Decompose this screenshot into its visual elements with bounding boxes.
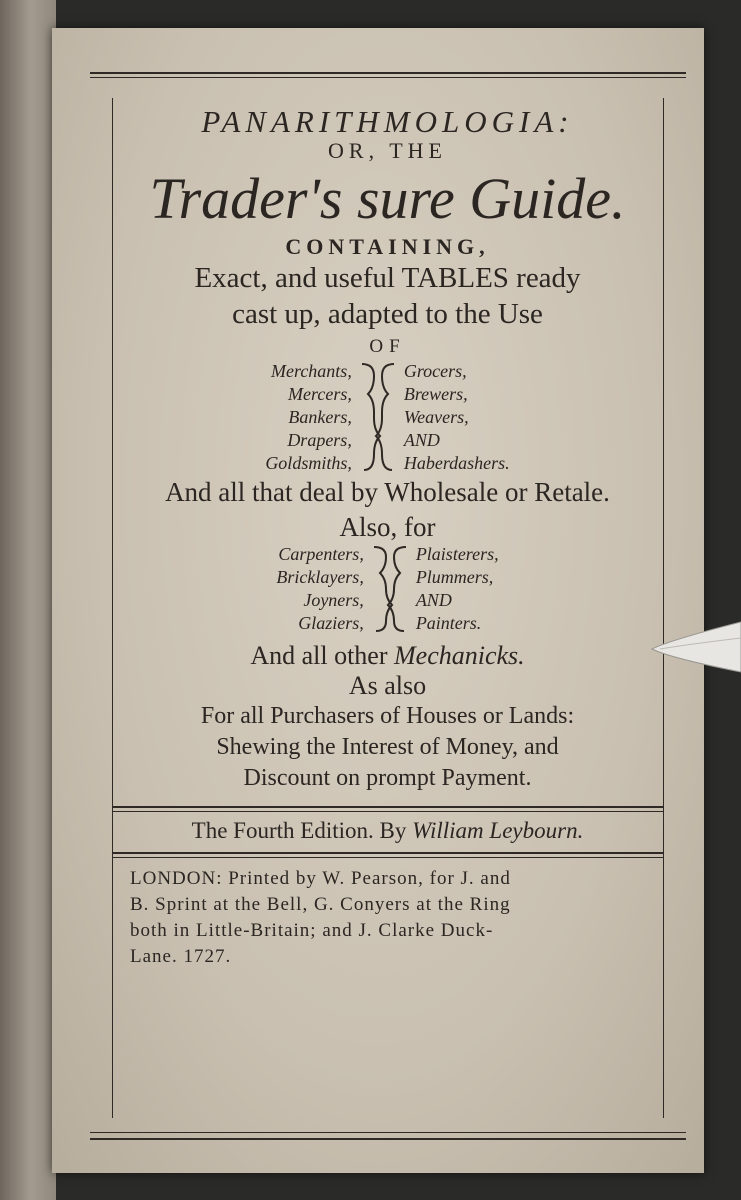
trades-left-column [265, 360, 358, 475]
containing-heading: CONTAINING, [285, 234, 490, 259]
frame-top-rule [90, 72, 686, 74]
edition-section [112, 806, 663, 852]
edition-line [112, 818, 663, 852]
trade-item: AND [403, 430, 440, 450]
purchasers-line-2: Shewing the Interest of Money, and [216, 734, 559, 760]
craft-item: AND [415, 590, 452, 610]
trades-list [112, 360, 663, 475]
purchasers-line-1: For all Purchasers of Houses or Lands: [200, 703, 575, 729]
crafts-left-column [276, 543, 369, 635]
mechanicks-prefix: And all other [250, 641, 388, 670]
crafts-list [112, 543, 663, 635]
imprint-rule-thin [112, 857, 663, 858]
author-name: William Leybourn. [412, 818, 584, 843]
main-title: PANARITHMOLOGIA: [201, 104, 574, 139]
description-line-2: cast up, adapted to the Use [232, 298, 543, 330]
purchasers-line-3: Discount on prompt Payment. [243, 765, 532, 791]
craft-item: Joyners, [303, 590, 364, 610]
imprint [112, 866, 663, 970]
mechanicks-word: Mechanicks. [394, 641, 525, 670]
trade-item: Merchants, [271, 361, 352, 381]
title-page [52, 28, 704, 1173]
facing-page-edge [0, 0, 56, 1200]
also-for-line: Also, for [339, 512, 436, 542]
frame-bottom-rule [90, 1138, 686, 1140]
craft-item: Carpenters, [278, 544, 364, 564]
imprint-line-4: Lane. 1727. [130, 946, 232, 967]
trade-item: Weavers, [403, 407, 469, 427]
imprint-line-2: B. Sprint at the Bell, G. Conyers at the Ring [130, 894, 511, 915]
craft-item: Glaziers, [298, 613, 364, 633]
crafts-right-column [410, 543, 499, 635]
trade-item: Grocers, [403, 361, 467, 381]
trade-item: Mercers, [288, 384, 352, 404]
trade-item: Drapers, [287, 430, 352, 450]
imprint-line-1: LONDON: Printed by W. Pearson, for J. and [130, 868, 511, 889]
craft-item: Bricklayers, [276, 567, 364, 587]
description-line-1: Exact, and useful TABLES ready [194, 262, 581, 294]
as-also-line: As also [348, 671, 427, 700]
craft-item: Painters. [415, 613, 482, 633]
craft-item: Plaisterers, [415, 544, 499, 564]
double-brace-ornament [358, 360, 398, 475]
trade-item: Brewers, [403, 384, 468, 404]
or-the: OR, THE [328, 138, 447, 163]
edition-text: The Fourth Edition. By [191, 818, 407, 843]
wholesale-line: And all that deal by Wholesale or Retale. [165, 477, 610, 507]
trade-item: Bankers, [288, 407, 352, 427]
subtitle: Trader's sure Guide. [149, 166, 626, 231]
frame-bottom-rule-thin [90, 1132, 686, 1133]
trade-item: Haberdashers. [403, 453, 510, 473]
edition-rule-thin [112, 811, 663, 812]
craft-item: Plummers, [415, 567, 494, 587]
imprint-line-3: both in Little-Britain; and J. Clarke Duck- [130, 920, 494, 941]
double-brace-ornament [370, 543, 410, 635]
imprint-section [112, 852, 663, 970]
title-page-content [112, 100, 663, 970]
trades-right-column [398, 360, 510, 475]
trade-item: Goldsmiths, [265, 453, 352, 473]
mechanicks-line [112, 641, 663, 671]
of-heading: OF [369, 336, 406, 357]
frame-right-rule [663, 98, 664, 1118]
frame-top-rule-thin [90, 77, 686, 78]
bookmark-tab [650, 618, 741, 676]
